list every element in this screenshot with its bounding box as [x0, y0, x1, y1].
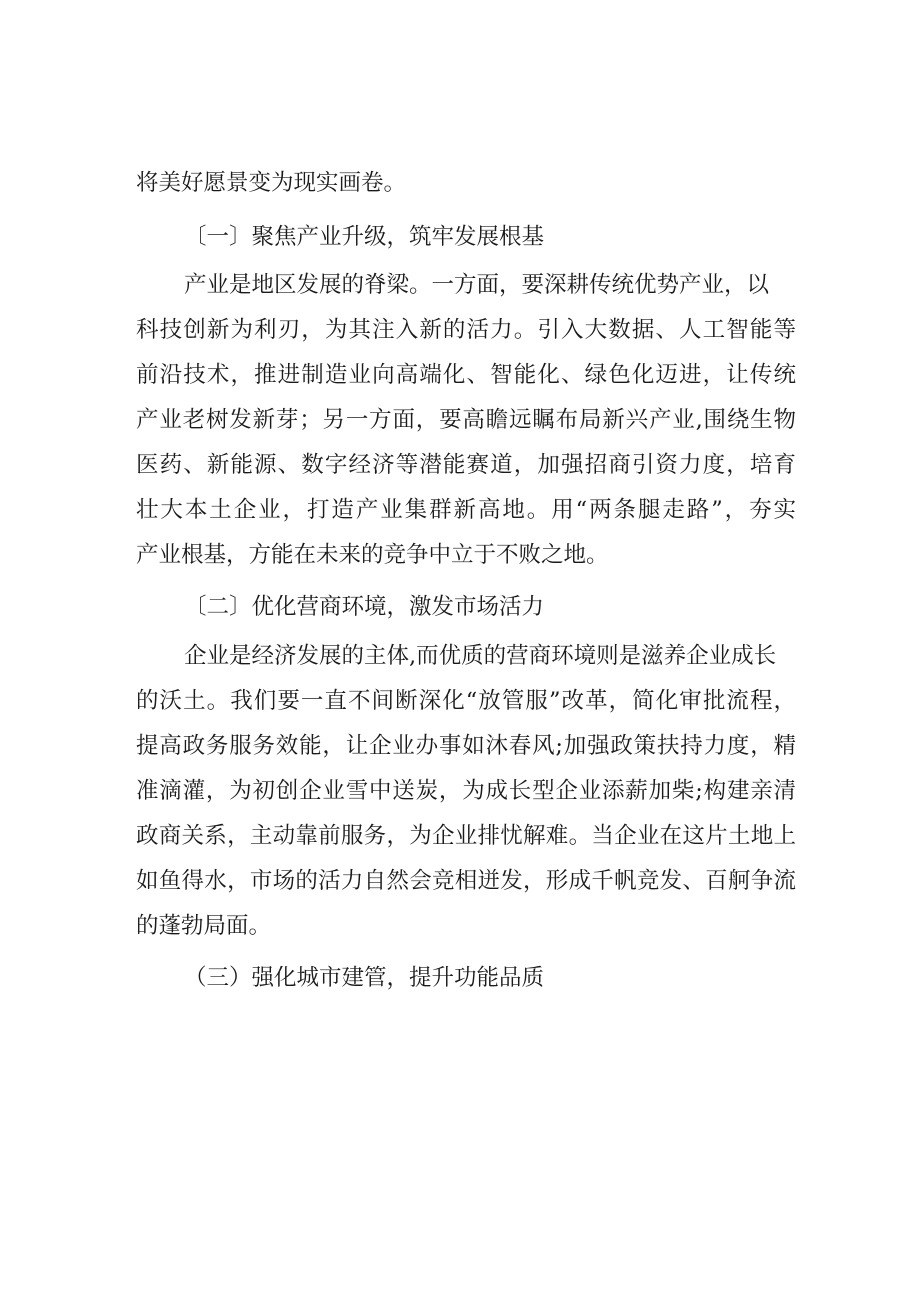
- section-heading-3: （三）强化城市建管，提升功能品质: [184, 965, 545, 991]
- paragraph-2-line-6: 如鱼得水，市场的活力自然会竞相迸发，形成千帆竞发、百舸争流: [136, 868, 796, 894]
- paragraph-2-line-7: 的蓬勃局面。: [136, 913, 272, 939]
- section-heading-1: 〔一〕聚焦产业升级，筑牢发展根基: [184, 224, 545, 250]
- paragraph-2-line-4: 准滴灌，为初创企业雪中送炭，为成长型企业添薪加柴;构建亲清: [136, 778, 796, 804]
- paragraph-1-line-4: 产业老树发新芽；另一方面，要高瞻远瞩布局新兴产业,围绕生物: [136, 407, 796, 433]
- paragraph-1-line-6: 壮大本土企业，打造产业集群新高地。用“两条腿走路”，夯实: [136, 497, 796, 523]
- section-heading-2: 〔二〕优化营商环境，激发市场活力: [184, 594, 545, 620]
- paragraph-2-line-3: 提高政务服务效能，让企业办事如沐春风;加强政策扶持力度，精: [136, 733, 796, 759]
- paragraph-2-line-1: 企业是经济发展的主体,而优质的营商环境则是滋养企业成长: [184, 643, 777, 669]
- paragraph-1-line-5: 医药、新能源、数字经济等潜能赛道，加强招商引资力度，培育: [136, 452, 796, 478]
- paragraph-1-line-2: 科技创新为利刃，为其注入新的活力。引入大数据、人工智能等: [136, 317, 796, 343]
- paragraph-1-line-3: 前沿技术，推进制造业向高端化、智能化、绿色化迈进，让传统: [136, 362, 796, 388]
- paragraph-2-line-2: 的沃土。我们要一直不间断深化“放管服”改革，简化审批流程，: [136, 688, 796, 714]
- paragraph-2-line-5: 政商关系，主动靠前服务，为企业排忧解难。当企业在这片土地上: [136, 823, 796, 849]
- paragraph-1-line-1: 产业是地区发展的脊梁。一方面，要深耕传统优势产业，以: [184, 272, 770, 298]
- paragraph-1-line-7: 产业根基，方能在未来的竞争中立于不败之地。: [136, 542, 609, 568]
- text-line: 将美好愿景变为现实画卷。: [136, 170, 407, 196]
